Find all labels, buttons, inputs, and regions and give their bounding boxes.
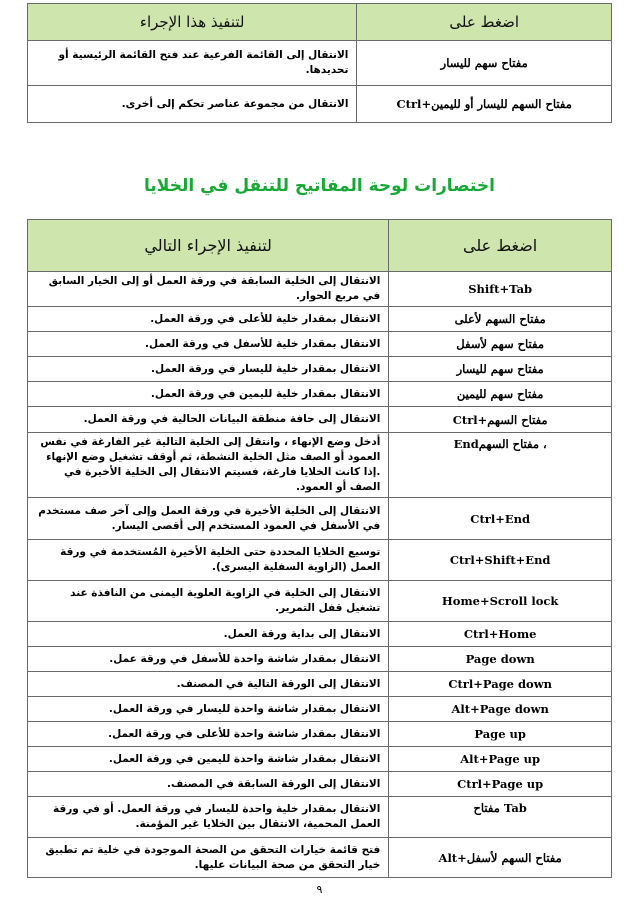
action-column-header: لتنفيذ هذا الإجراء [28, 4, 357, 41]
shortcut-description-cell: فتح قائمة خيارات التحقق من الصحة الموجودة في خلية تم تطبيق خيار التحقق من صحة البيانات عليها. [28, 838, 389, 878]
shortcut-key-cell: Home+Scroll lock [389, 581, 612, 622]
table-row [28, 772, 612, 797]
table-header-row [28, 4, 612, 41]
shortcut-description-cell: الانتقال إلى الخلية في الزاوية العلوية اليمنى من النافذة عند تشغيل قفل التمرير. [28, 581, 389, 622]
press-column-header: اضغط على [357, 4, 612, 41]
table-row [28, 307, 612, 332]
table-row [28, 722, 612, 747]
shortcut-key-cell: Ctrl+End [389, 498, 612, 540]
shortcut-key-cell: مفتاح السهم+Ctrl [389, 407, 612, 433]
shortcut-description-cell: توسيع الخلايا المحددة حتى الخلية الأخيرة المُستخدمة في ورقة العمل (الزاوية السفلية اليسرى). [28, 540, 389, 581]
page-number: ٩ [316, 883, 323, 896]
table-row [28, 433, 612, 498]
shortcut-key-cell: Page down [389, 647, 612, 672]
table-row [28, 672, 612, 697]
table-row [28, 622, 612, 647]
table-row [28, 581, 612, 622]
table-row [28, 407, 612, 433]
table-row [28, 332, 612, 357]
keyboard-shortcuts-table-cells [27, 219, 612, 878]
shortcut-key-cell: Alt+Page up [389, 747, 612, 772]
shortcut-key-cell: مفتاح السهم لأعلى [389, 307, 612, 332]
shortcut-key-cell: مفتاح السهم لليسار أو لليمين+Ctrl [357, 86, 612, 123]
shortcut-description-cell: الانتقال بمقدار خلية للأسفل في ورقة العمل. [28, 332, 389, 357]
shortcut-description-cell: الانتقال إلى الورقة السابقة في المصنف. [28, 772, 389, 797]
shortcut-description-cell: الانتقال إلى بداية ورقة العمل. [28, 622, 389, 647]
shortcut-key-cell: Page up [389, 722, 612, 747]
shortcut-key-cell: Alt+Page down [389, 697, 612, 722]
shortcut-key-cell: مفتاح السهم لأسفل+Alt [389, 838, 612, 878]
shortcut-key-cell: Ctrl+Shift+End [389, 540, 612, 581]
table-row [28, 797, 612, 838]
shortcut-description-cell: أدخل وضع الإنهاء ، وانتقل إلى الخلية التالية غير الفارغة في نفس العمود أو الصف مثل الخلية النشطة، ثم أوقف تشغيل وضع الإنهاء .إذا كانت الخلايا فارغة، فسيتم الانتقال إلى الخلية الأخيرة في الصف أو العمود. [28, 433, 389, 498]
table-header-row [28, 220, 612, 272]
shortcut-key-cell: Tab مفتاح [389, 797, 612, 838]
shortcut-description-cell: الانتقال بمقدار شاشة واحدة لليسار في ورقة العمل. [28, 697, 389, 722]
table-row [28, 838, 612, 878]
table-row [28, 357, 612, 382]
shortcut-description-cell: الانتقال إلى القائمة الفرعية عند فتح القائمة الرئيسية أو تحديدها. [28, 41, 357, 86]
table-row [28, 41, 612, 86]
shortcut-description-cell: الانتقال بمقدار شاشة واحدة للأسفل في ورقة عمل. [28, 647, 389, 672]
keyboard-shortcuts-table-menu [27, 3, 612, 123]
shortcut-description-cell: الانتقال بمقدار خلية لليمين في ورقة العمل. [28, 382, 389, 407]
table-row [28, 540, 612, 581]
shortcut-description-cell: الانتقال إلى الورقة التالية في المصنف. [28, 672, 389, 697]
table-row [28, 747, 612, 772]
shortcut-key-cell: Ctrl+Page down [389, 672, 612, 697]
shortcut-key-cell: Ctrl+Home [389, 622, 612, 647]
shortcut-description-cell: الانتقال بمقدار خلية واحدة لليسار في ورقة العمل. أو في ورقة العمل المحمية، الانتقال بين الخلايا غير المؤمنة. [28, 797, 389, 838]
shortcut-key-cell: Ctrl+Page up [389, 772, 612, 797]
table-row [28, 272, 612, 307]
shortcut-key-cell: Shift+Tab [389, 272, 612, 307]
shortcut-key-cell: مفتاح سهم لليسار [357, 41, 612, 86]
action-column-header: لتنفيذ الإجراء التالي [28, 220, 389, 272]
press-column-header: اضغط على [389, 220, 612, 272]
table-row [28, 498, 612, 540]
shortcut-description-cell: الانتقال بمقدار شاشة واحدة للأعلى في ورقة العمل. [28, 722, 389, 747]
table-row [28, 697, 612, 722]
shortcut-description-cell: الانتقال بمقدار خلية لليسار في ورقة العمل. [28, 357, 389, 382]
shortcut-description-cell: الانتقال إلى حافة منطقة البيانات الحالية في ورقة العمل. [28, 407, 389, 433]
shortcut-description-cell: الانتقال إلى الخلية السابقة في ورقة العمل أو إلى الخيار السابق في مربع الحوار. [28, 272, 389, 307]
shortcut-key-cell: مفتاح سهم لليسار [389, 357, 612, 382]
shortcut-key-cell: ، مفتاح السهمEnd [389, 433, 612, 498]
section-title: اختصارات لوحة المفاتيح للتنقل في الخلايا [144, 176, 495, 196]
shortcut-key-cell: مفتاح سهم لأسفل [389, 332, 612, 357]
shortcut-description-cell: الانتقال بمقدار خلية للأعلى في ورقة العمل. [28, 307, 389, 332]
shortcut-description-cell: الانتقال من مجموعة عناصر تحكم إلى أخرى. [28, 86, 357, 123]
table-row [28, 647, 612, 672]
table-row [28, 382, 612, 407]
shortcut-description-cell: الانتقال إلى الخلية الأخيرة في ورقة العمل وإلى آخر صف مستخدم في الأسفل في العمود المستخدم إلى أقصى اليسار. [28, 498, 389, 540]
table-row [28, 86, 612, 123]
shortcut-key-cell: مفتاح سهم لليمين [389, 382, 612, 407]
shortcut-description-cell: الانتقال بمقدار شاشة واحدة لليمين في ورقة العمل. [28, 747, 389, 772]
